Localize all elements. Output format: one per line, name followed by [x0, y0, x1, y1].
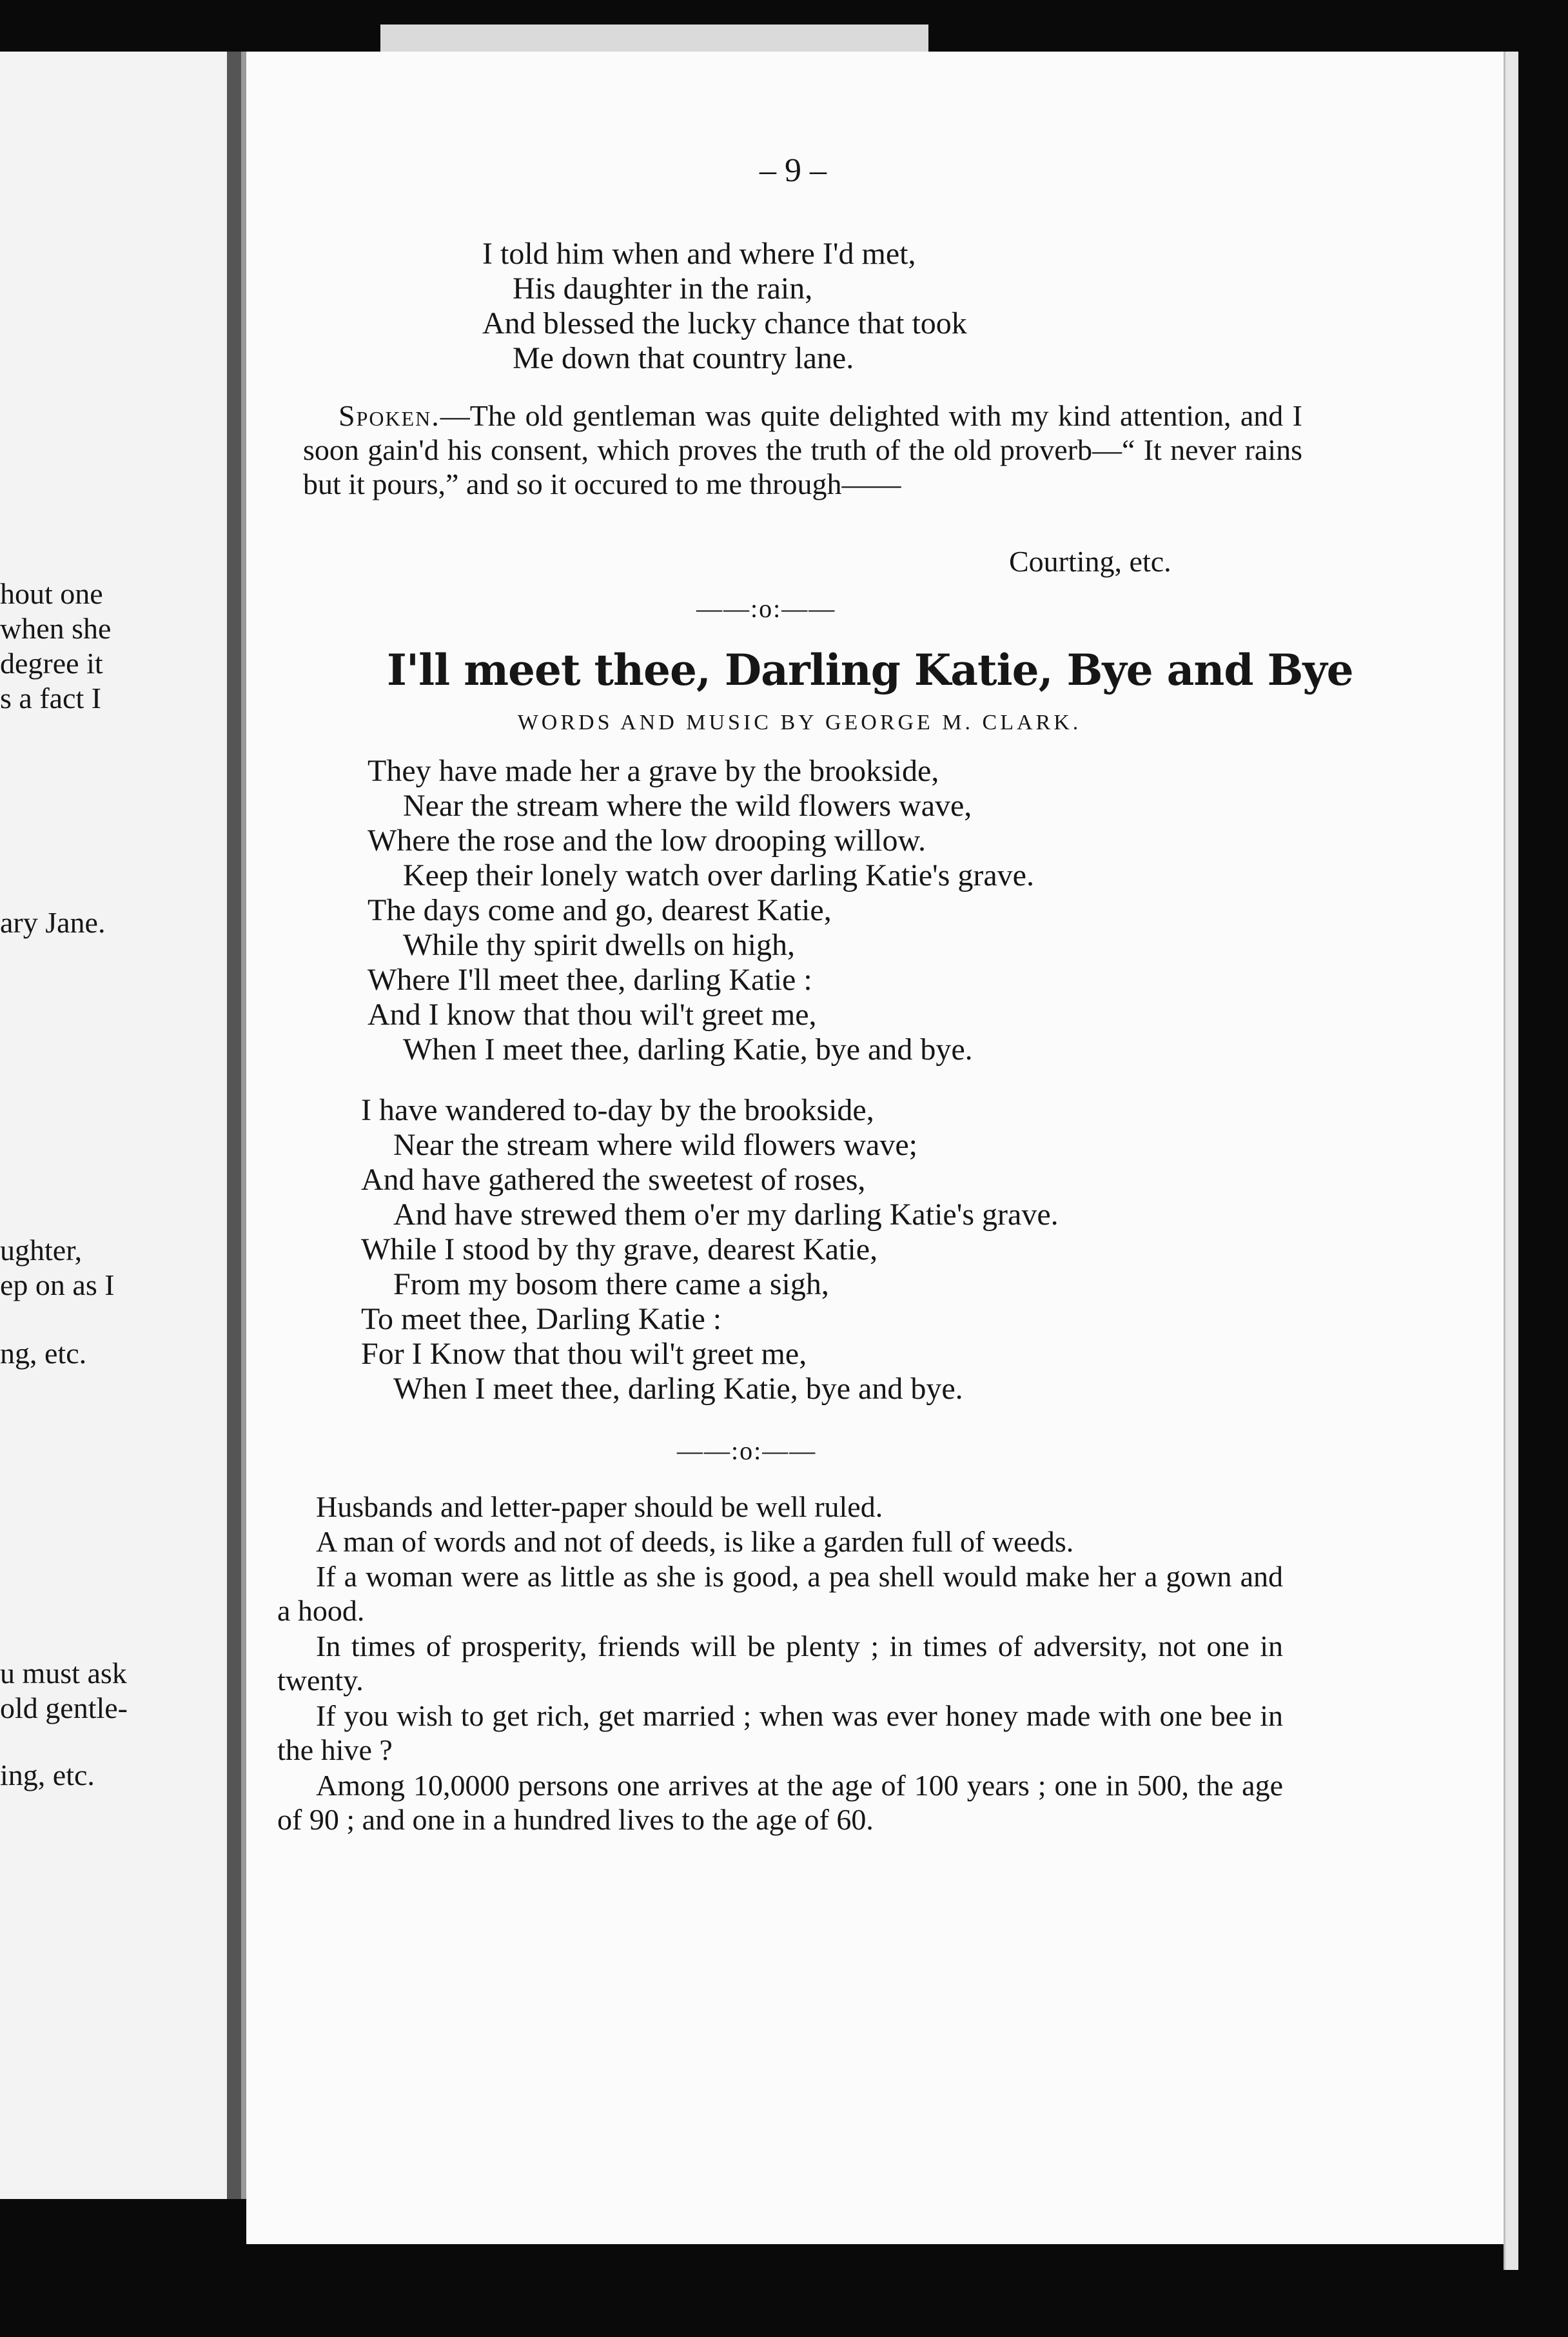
stanza2-line: While I stood by thy grave, dearest Katie, [361, 1232, 878, 1267]
left-fragment-line: old gentle- [0, 1691, 128, 1724]
verse-line: His daughter in the rain, [513, 271, 813, 306]
stanza1-line: Keep their lonely watch over darling Katie's grave. [403, 858, 1034, 892]
book-spine [227, 52, 241, 2199]
left-fragment-line: ng, etc. [0, 1337, 87, 1370]
proverb [277, 1490, 1283, 1524]
stanza1-line: The days come and go, dearest Katie, [368, 893, 832, 927]
refrain-cue: Courting, etc. [1009, 545, 1171, 578]
proverb-text: A man of words and not of deeds, is like a garden full of weeds. [316, 1525, 1074, 1558]
proverb [277, 1559, 1283, 1628]
stanza2-line: When I meet thee, darling Katie, bye and bye. [393, 1372, 963, 1406]
stanza1-line: When I meet thee, darling Katie, bye and bye. [403, 1032, 973, 1067]
spoken-paragraph [303, 399, 1302, 501]
stanza2-line: To meet thee, Darling Katie : [361, 1302, 722, 1336]
stanza1-line: Near the stream where the wild flowers wave, [403, 789, 972, 823]
song-title: I'll meet thee, Darling Katie, Bye and Bye [387, 645, 1353, 695]
proverb [277, 1699, 1283, 1767]
page-edge [1504, 52, 1518, 2270]
stanza1-line: They have made her a grave by the brookside, [368, 754, 939, 788]
verse-line: Me down that country lane. [513, 341, 854, 375]
stanza2-line: From my bosom there came a sigh, [393, 1267, 829, 1301]
section-separator: ——:o:—— [696, 594, 836, 623]
proverb-text: Among 10,0000 persons one arrives at the age of 100 years ; one in 500, the age of 90 ; and one in a hundred lives to the age of 60. [277, 1769, 1283, 1836]
left-fragment-line: when she [0, 612, 112, 645]
proverb [277, 1629, 1283, 1697]
left-fragment-line: ep on as I [0, 1268, 115, 1301]
section-separator: ——:o:—— [677, 1436, 817, 1465]
stanza2-line: Near the stream where wild flowers wave; [393, 1128, 917, 1162]
verse-line: I told him when and where I'd met, [482, 237, 916, 271]
stanza1-line: And I know that thou wil't greet me, [368, 998, 817, 1032]
spine-edge [241, 52, 246, 2199]
proverb-text: Husbands and letter-paper should be well ruled. [316, 1490, 883, 1523]
verse-line: And blessed the lucky chance that took [482, 306, 967, 340]
spoken-label: Spoken. [338, 399, 440, 432]
left-fragment-line: s a fact I [0, 682, 102, 715]
stanza2-line: And have strewed them o'er my darling Katie's grave. [393, 1198, 1059, 1232]
page-number: – 9 – [760, 152, 827, 189]
song-credit: WORDS AND MUSIC BY GEORGE M. CLARK. [517, 711, 1082, 735]
proverb-text: In times of prosperity, friends will be plenty ; in times of adversity, not one in twenty. [277, 1630, 1283, 1697]
left-fragment-line: degree it [0, 647, 103, 680]
left-page-fragment [0, 52, 233, 2199]
stanza2-line: And have gathered the sweetest of roses, [361, 1163, 866, 1197]
stanza1-line: Where the rose and the low drooping willow. [368, 823, 926, 858]
left-fragment-line: hout one [0, 577, 103, 610]
left-fragment-line: u must ask [0, 1657, 127, 1690]
top-paper-strip [380, 25, 928, 53]
spoken-text: —The old gentleman was quite delighted with my kind attention, and I soon gain'd his consent, which proves the truth of the old proverb—“ It never rains but it pours,” and so it occured to me through—— [303, 399, 1302, 500]
stanza1-line: Where I'll meet thee, darling Katie : [368, 963, 812, 997]
proverb [277, 1768, 1283, 1837]
proverb-text: If you wish to get rich, get married ; when was ever honey made with one bee in the hive ? [277, 1699, 1283, 1766]
stanza2-line: I have wandered to-day by the brookside, [361, 1093, 874, 1127]
proverb [277, 1524, 1283, 1559]
proverb-text: If a woman were as little as she is good, a pea shell would make her a gown and a hood. [277, 1560, 1283, 1627]
stanza1-line: While thy spirit dwells on high, [403, 928, 795, 962]
stanza2-line: For I Know that thou wil't greet me, [361, 1337, 807, 1371]
left-fragment-line: ary Jane. [0, 906, 106, 939]
left-fragment-line: ughter, [0, 1234, 83, 1267]
left-fragment-line: ing, etc. [0, 1759, 95, 1791]
